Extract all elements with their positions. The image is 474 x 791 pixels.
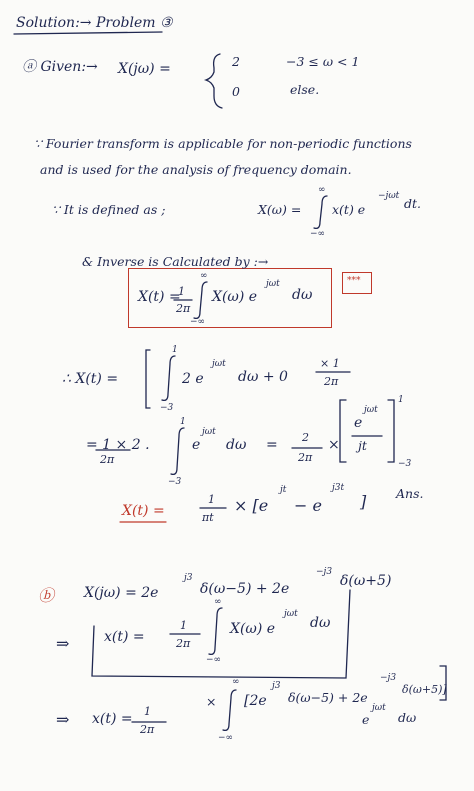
definition-lhs: X(ω) = <box>258 202 302 217</box>
given-xjw: X(jω) = <box>118 61 171 77</box>
result-exponent-2: j3t <box>332 483 345 493</box>
definition-label: ∵ It is defined as ; <box>52 202 166 217</box>
step1-upper-limit: 1 <box>172 345 178 355</box>
step2-integrand: e <box>192 437 201 453</box>
inverse-frac-den: 2π <box>176 302 191 315</box>
inverse-integrand: X(ω) e <box>212 289 258 305</box>
answer-label: Ans. <box>396 486 424 501</box>
definition-upper-limit: ∞ <box>318 185 326 195</box>
step1-multiplier: × 1 <box>320 357 340 370</box>
part-b-exponent-2: −j3 <box>316 567 333 577</box>
last-middle: δ(ω−5) + 2e <box>288 690 368 705</box>
inverse-frac-num: 1 <box>178 285 185 298</box>
arrow-2: ⇒ <box>56 710 70 729</box>
inverse-lower-limit: −∞ <box>190 317 206 327</box>
last-end: δ(ω+5)] <box>402 683 447 696</box>
step1-lower-limit: −3 <box>160 403 174 413</box>
step2-bracket-exponent: jωt <box>364 405 378 415</box>
definition-exponent: −jωt <box>378 191 400 201</box>
result-minus: − e <box>294 496 322 515</box>
case1-condition: −3 ≤ ω < 1 <box>286 54 360 69</box>
last-exponent-2: −j3 <box>380 673 397 683</box>
step2-limit-lower: −3 <box>398 459 412 469</box>
last-upper-limit: ∞ <box>232 677 240 687</box>
part-b-label: ⓑ <box>38 586 55 605</box>
note-line-1: ∵ Fourier transform is applicable for non-periodic functions <box>34 136 412 151</box>
last-lhs: x(t) = <box>92 711 133 727</box>
arrow-1: ⇒ <box>56 634 70 653</box>
step2-bracket-den: jt <box>358 438 367 453</box>
step1-exponent: jωt <box>212 359 226 369</box>
box-upper-limit: ∞ <box>214 597 222 607</box>
result-num: 1 <box>208 493 215 506</box>
box-frac-num: 1 <box>180 619 187 632</box>
definition-dt: dt. <box>404 196 421 211</box>
step1-tail: dω + 0 <box>238 369 288 385</box>
step1-lhs: ∴ X(t) = <box>62 371 119 387</box>
result-den: πt <box>202 511 214 524</box>
problem-heading: Problem ③ <box>96 15 173 31</box>
step1-multiplier-den: 2π <box>324 375 339 388</box>
last-body: [2e <box>244 693 267 709</box>
step2-frac-den: 2π <box>298 451 313 464</box>
step2-frac-num: 2 <box>302 431 309 444</box>
part-b-given: X(jω) = 2e <box>84 585 159 601</box>
box-frac-den: 2π <box>176 637 191 650</box>
result-body: × [e <box>234 496 269 515</box>
last-tail: e <box>362 712 370 727</box>
inverse-exponent: jωt <box>266 279 280 289</box>
inverse-upper-limit: ∞ <box>200 271 208 281</box>
important-stamp: *** <box>347 276 361 286</box>
step2-upper-limit: 1 <box>180 417 186 427</box>
step2-bracket-num: e <box>354 415 363 431</box>
part-a-label: ⓐ Given:→ <box>22 59 98 75</box>
note-line-2: and is used for the analysis of frequency domain. <box>40 162 352 177</box>
box-lhs: x(t) = <box>104 629 145 645</box>
box-dw: dω <box>310 615 331 631</box>
part-b-middle: δ(ω−5) + 2e <box>200 581 290 597</box>
step2-limit-upper: 1 <box>398 395 404 405</box>
last-lower-limit: −∞ <box>218 733 234 743</box>
last-exponent-1: j3 <box>272 681 281 691</box>
last-frac-num: 1 <box>144 705 151 718</box>
step2-den: 2π <box>100 453 115 466</box>
last-tail-dw: dω <box>398 710 417 725</box>
result-exponent-1: jt <box>280 485 287 495</box>
last-times: × <box>206 694 217 709</box>
inverse-label: & Inverse is Calculated by :→ <box>82 254 269 269</box>
step2-lower-limit: −3 <box>168 477 182 487</box>
part-b-exponent-1: j3 <box>184 573 193 583</box>
last-frac-den: 2π <box>140 723 155 736</box>
step2-times: × <box>328 437 340 453</box>
case2-condition: else. <box>290 82 320 97</box>
step1-integrand: 2 e <box>182 371 204 387</box>
definition-lower-limit: −∞ <box>310 229 326 239</box>
step2-dw: dω <box>226 437 247 453</box>
case1-value: 2 <box>232 54 240 69</box>
solution-heading: Solution:→ <box>16 15 92 31</box>
box-lower-limit: −∞ <box>206 655 222 665</box>
definition-integrand: x(t) e <box>332 202 366 217</box>
step2-lhs: = 1 × 2 . <box>86 437 150 453</box>
inverse-dw: dω <box>292 287 313 303</box>
last-tail-exponent: jωt <box>372 703 386 713</box>
inverse-lhs: X(t) = <box>138 289 181 305</box>
part-b-end: δ(ω+5) <box>340 573 392 589</box>
result-lhs: X(t) = <box>122 503 165 519</box>
box-integrand: X(ω) e <box>230 621 276 637</box>
case2-value: 0 <box>232 84 240 99</box>
box-exponent: jωt <box>284 609 298 619</box>
result-close: ] <box>360 492 367 511</box>
step2-exponent: jωt <box>202 427 216 437</box>
step2-equals: = <box>266 437 278 453</box>
